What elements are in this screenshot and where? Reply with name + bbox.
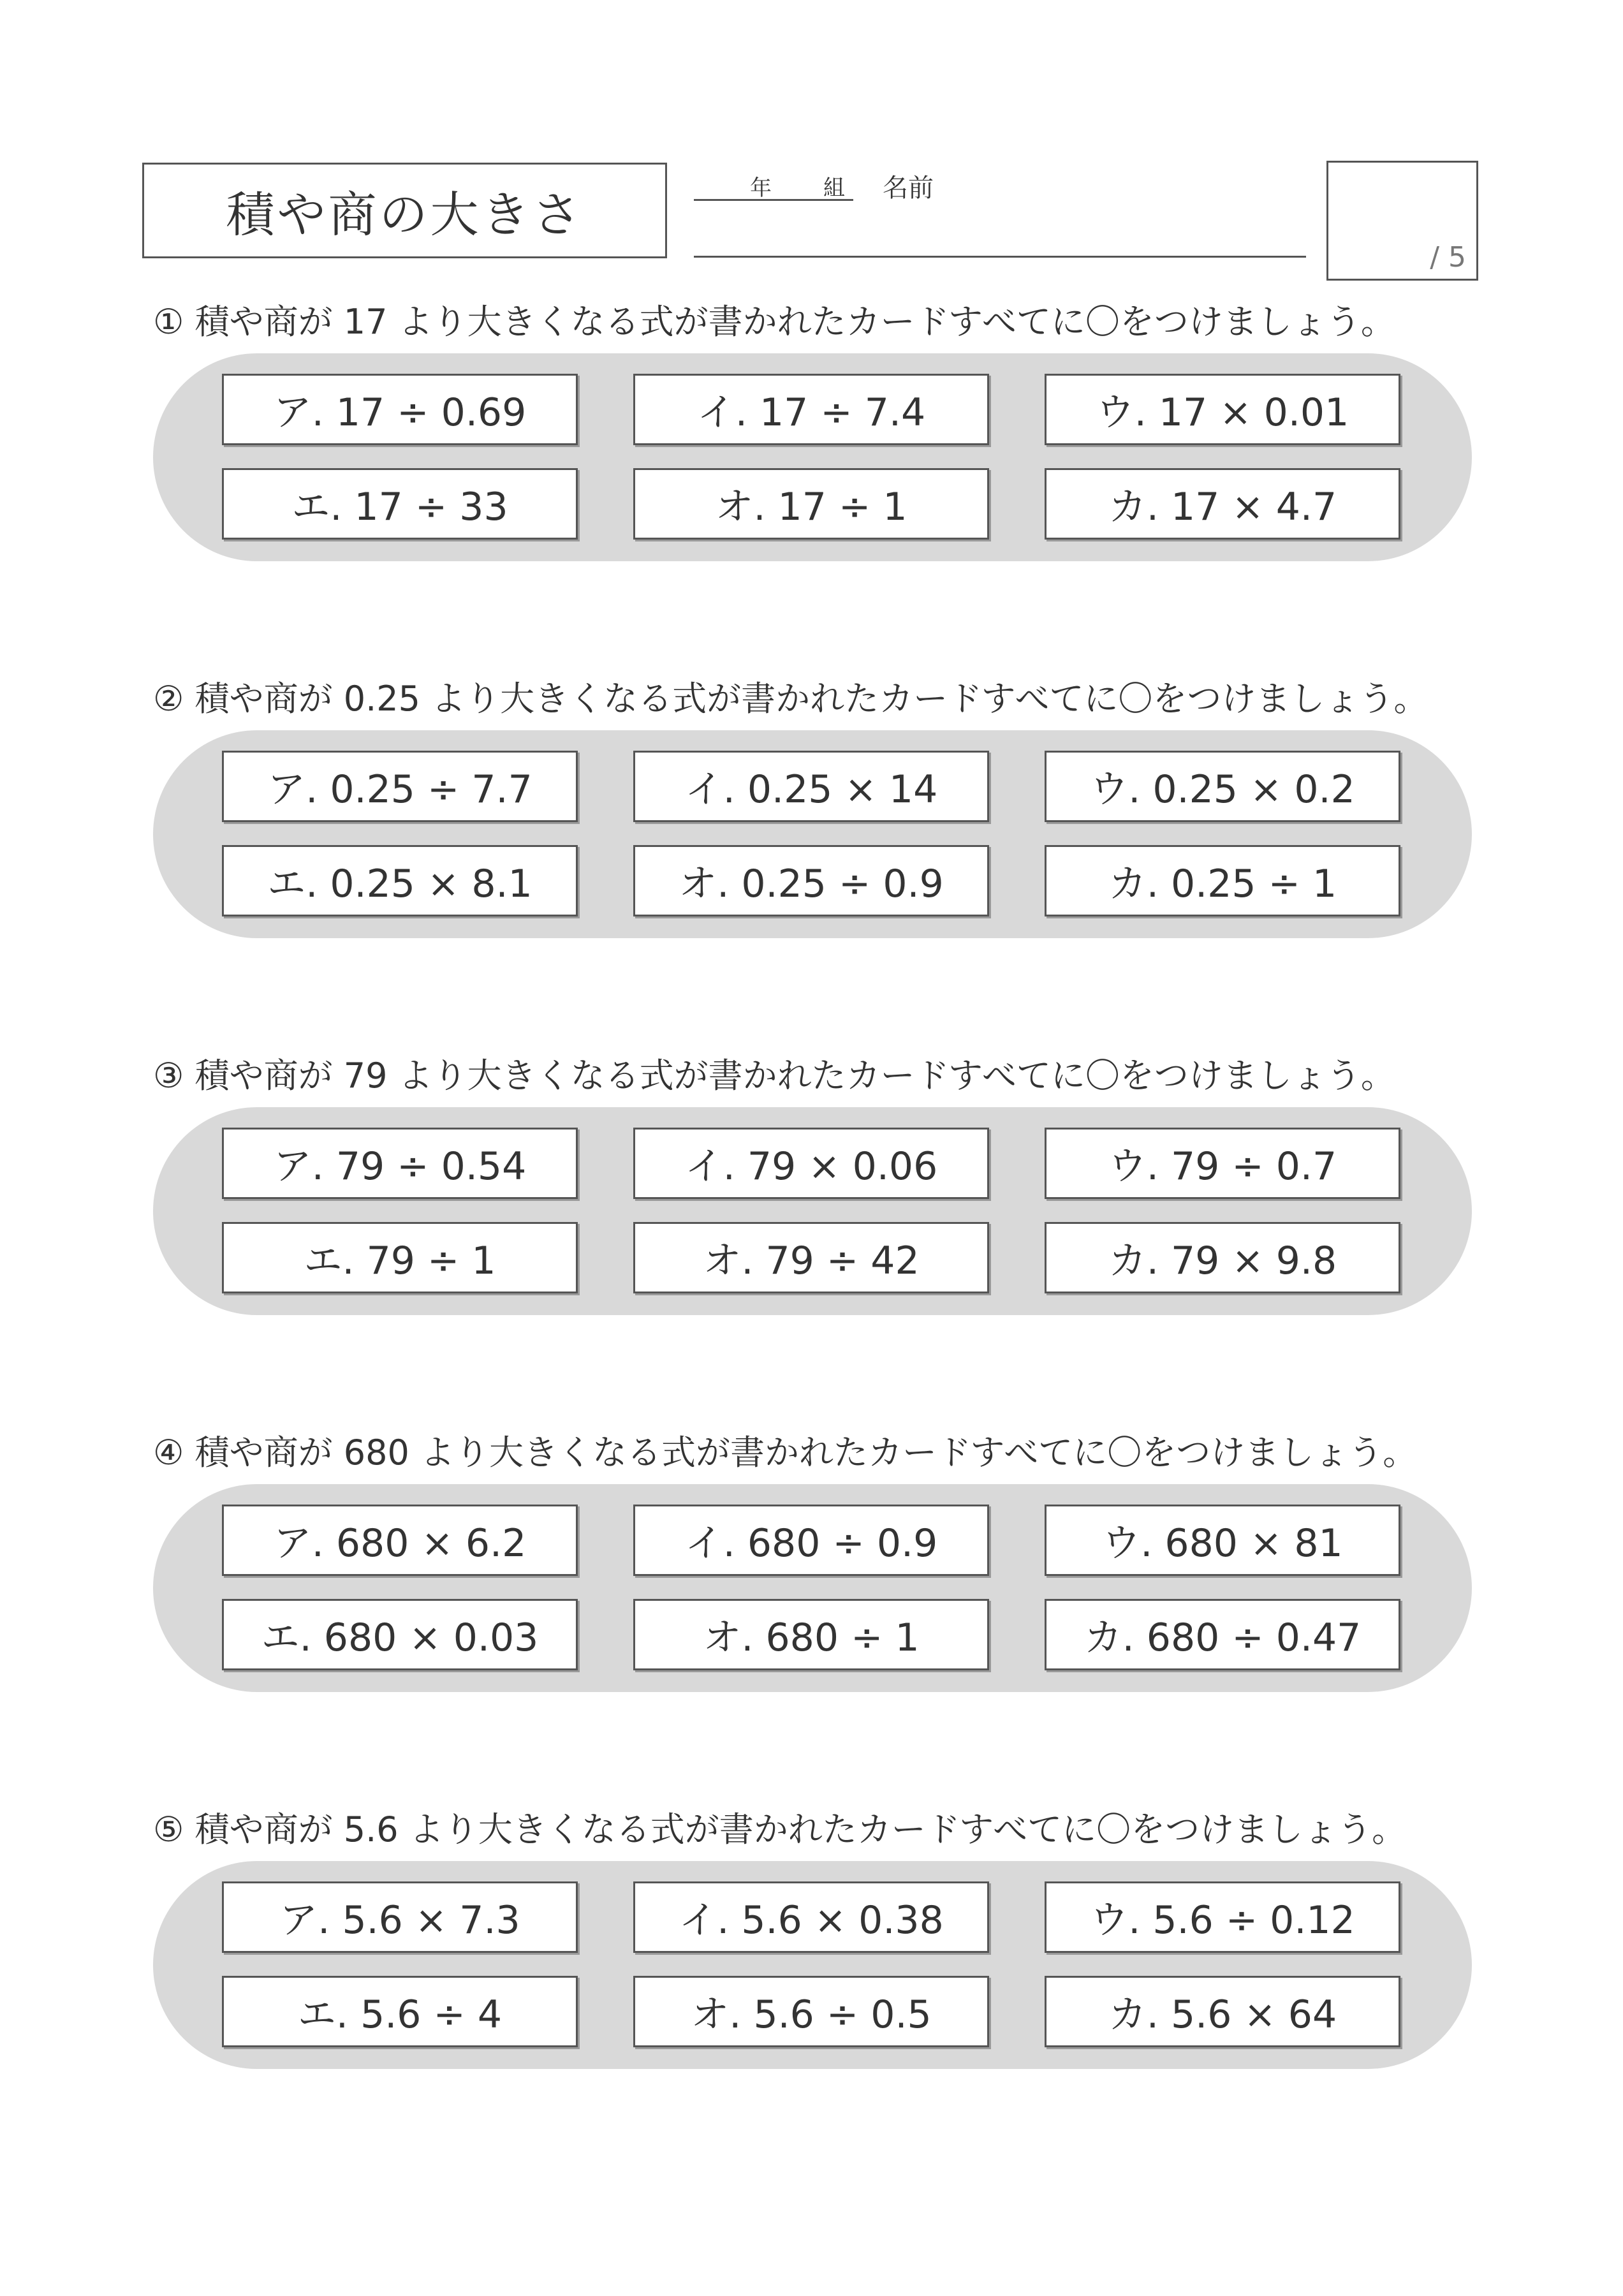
expression-card[interactable]: カ. 79 × 9.8 [1045,1222,1400,1293]
expression-card[interactable]: オ. 0.25 ÷ 0.9 [633,845,989,916]
grade-label: 年 [750,175,772,201]
expression-card[interactable]: ア. 0.25 ÷ 7.7 [222,751,578,822]
expression-card[interactable]: イ. 680 ÷ 0.9 [633,1505,989,1576]
expression-card[interactable]: ア. 5.6 × 7.3 [222,1881,578,1953]
expression-card[interactable]: カ. 680 ÷ 0.47 [1045,1599,1400,1670]
problem-instruction: ⑤ 積や商が 5.6 より大きくなる式が書かれたカードすべてに〇をつけましょう。 [153,1809,1407,1850]
expression-card[interactable]: ウ. 5.6 ÷ 0.12 [1045,1881,1400,1953]
expression-card[interactable]: カ. 0.25 ÷ 1 [1045,845,1400,916]
expression-card[interactable]: エ. 0.25 × 8.1 [222,845,578,916]
grade-class-line [694,199,853,201]
expression-card[interactable]: イ. 17 ÷ 7.4 [633,374,989,445]
name-area [694,163,1306,265]
expression-card[interactable]: カ. 17 × 4.7 [1045,468,1400,540]
expression-card[interactable]: ウ. 0.25 × 0.2 [1045,751,1400,822]
expression-card[interactable]: ア. 17 ÷ 0.69 [222,374,578,445]
expression-card[interactable]: ウ. 79 ÷ 0.7 [1045,1128,1400,1199]
expression-card[interactable]: ウ. 680 × 81 [1045,1505,1400,1576]
expression-card[interactable]: オ. 680 ÷ 1 [633,1599,989,1670]
card-group [153,1484,1472,1692]
card-group [153,730,1472,938]
problem-instruction: ③ 積や商が 79 より大きくなる式が書かれたカードすべてに〇をつけましょう。 [153,1056,1395,1096]
expression-card[interactable]: エ. 79 ÷ 1 [222,1222,578,1293]
expression-card[interactable]: エ. 17 ÷ 33 [222,468,578,540]
class-label: 組 [823,175,845,201]
problem-instruction: ④ 積や商が 680 より大きくなる式が書かれたカードすべてに〇をつけましょう。 [153,1432,1418,1473]
expression-card[interactable]: イ. 79 × 0.06 [633,1128,989,1199]
expression-card[interactable]: エ. 5.6 ÷ 4 [222,1976,578,2047]
worksheet-title: 積や商の大きさ [142,163,667,258]
expression-card[interactable]: オ. 17 ÷ 1 [633,468,989,540]
problem-instruction: ① 積や商が 17 より大きくなる式が書かれたカードすべてに〇をつけましょう。 [153,302,1395,342]
expression-card[interactable]: カ. 5.6 × 64 [1045,1976,1400,2047]
expression-card[interactable]: エ. 680 × 0.03 [222,1599,578,1670]
score-total: / 5 [1430,241,1466,274]
name-line [694,256,1306,258]
expression-card[interactable]: イ. 5.6 × 0.38 [633,1881,989,1953]
card-group [153,1861,1472,2069]
name-label: 名前 [883,173,934,203]
expression-card[interactable]: ア. 79 ÷ 0.54 [222,1128,578,1199]
expression-card[interactable]: オ. 5.6 ÷ 0.5 [633,1976,989,2047]
score-box [1326,161,1478,281]
expression-card[interactable]: ア. 680 × 6.2 [222,1505,578,1576]
expression-card[interactable]: ウ. 17 × 0.01 [1045,374,1400,445]
expression-card[interactable]: イ. 0.25 × 14 [633,751,989,822]
expression-card[interactable]: オ. 79 ÷ 42 [633,1222,989,1293]
card-group [153,353,1472,561]
card-group [153,1107,1472,1315]
problem-instruction: ② 積や商が 0.25 より大きくなる式が書かれたカードすべてに〇をつけましょう。 [153,679,1428,719]
